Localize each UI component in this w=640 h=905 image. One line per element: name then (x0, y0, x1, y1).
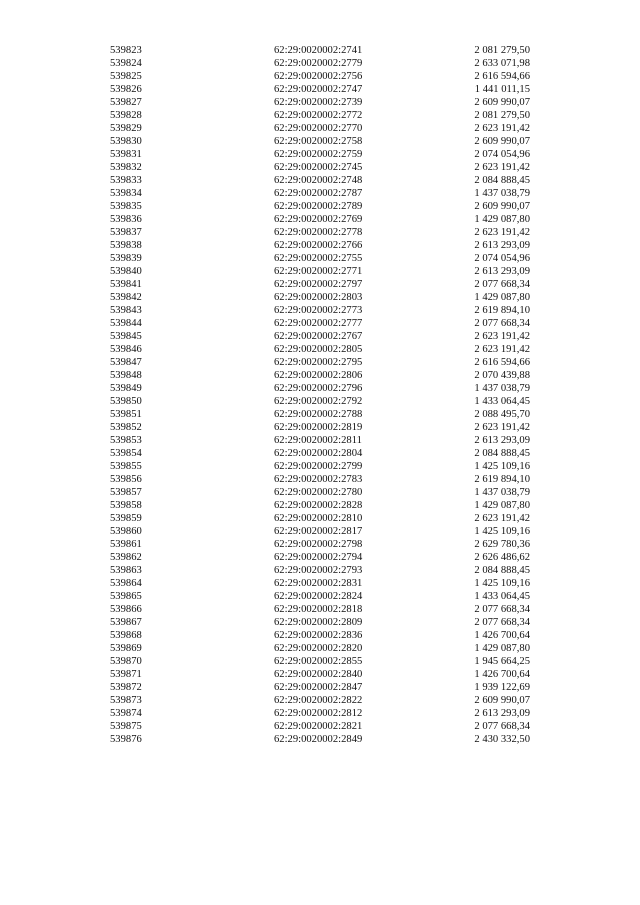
row-id-cell: 539872 (110, 682, 142, 693)
cadastral-number-cell: 62:29:0020002:2778 (274, 227, 363, 238)
cadastral-number-cell: 62:29:0020002:2772 (274, 110, 363, 121)
table-row (110, 109, 530, 122)
cadastral-number-cell: 62:29:0020002:2766 (274, 240, 363, 251)
table-row (110, 642, 530, 655)
cadastral-value-cell: 2 633 071,98 (474, 58, 530, 69)
cadastral-number-cell: 62:29:0020002:2818 (274, 604, 363, 615)
table-row (110, 278, 530, 291)
cadastral-value-table (110, 44, 530, 746)
row-id-cell: 539832 (110, 162, 142, 173)
cadastral-number-cell: 62:29:0020002:2788 (274, 409, 363, 420)
row-id-cell: 539825 (110, 71, 142, 82)
cadastral-number-cell: 62:29:0020002:2795 (274, 357, 363, 368)
cadastral-number-cell: 62:29:0020002:2831 (274, 578, 363, 589)
row-id-cell: 539858 (110, 500, 142, 511)
cadastral-value-cell: 1 429 087,80 (474, 292, 530, 303)
table-row (110, 629, 530, 642)
cadastral-value-cell: 1 939 122,69 (474, 682, 530, 693)
cadastral-number-cell: 62:29:0020002:2803 (274, 292, 363, 303)
table-row (110, 369, 530, 382)
cadastral-value-cell: 1 429 087,80 (474, 214, 530, 225)
row-id-cell: 539859 (110, 513, 142, 524)
cadastral-number-cell: 62:29:0020002:2789 (274, 201, 363, 212)
cadastral-number-cell: 62:29:0020002:2828 (274, 500, 363, 511)
cadastral-number-cell: 62:29:0020002:2759 (274, 149, 363, 160)
cadastral-number-cell: 62:29:0020002:2809 (274, 617, 363, 628)
row-id-cell: 539871 (110, 669, 142, 680)
cadastral-value-cell: 2 084 888,45 (474, 175, 530, 186)
row-id-cell: 539826 (110, 84, 142, 95)
table-row (110, 499, 530, 512)
cadastral-value-cell: 2 081 279,50 (474, 45, 530, 56)
row-id-cell: 539857 (110, 487, 142, 498)
table-row (110, 577, 530, 590)
table-row (110, 421, 530, 434)
cadastral-value-cell: 2 077 668,34 (474, 721, 530, 732)
row-id-cell: 539841 (110, 279, 142, 290)
cadastral-number-cell: 62:29:0020002:2798 (274, 539, 363, 550)
row-id-cell: 539869 (110, 643, 142, 654)
cadastral-number-cell: 62:29:0020002:2747 (274, 84, 363, 95)
cadastral-value-cell: 2 623 191,42 (474, 344, 530, 355)
table-row (110, 733, 530, 746)
cadastral-number-cell: 62:29:0020002:2824 (274, 591, 363, 602)
table-row (110, 213, 530, 226)
cadastral-number-cell: 62:29:0020002:2792 (274, 396, 363, 407)
table-row (110, 122, 530, 135)
table-row (110, 473, 530, 486)
row-id-cell: 539833 (110, 175, 142, 186)
cadastral-number-cell: 62:29:0020002:2758 (274, 136, 363, 147)
table-row (110, 83, 530, 96)
cadastral-value-cell: 2 623 191,42 (474, 331, 530, 342)
cadastral-number-cell: 62:29:0020002:2805 (274, 344, 363, 355)
cadastral-value-cell: 2 084 888,45 (474, 448, 530, 459)
row-id-cell: 539845 (110, 331, 142, 342)
row-id-cell: 539846 (110, 344, 142, 355)
cadastral-number-cell: 62:29:0020002:2806 (274, 370, 363, 381)
row-id-cell: 539852 (110, 422, 142, 433)
row-id-cell: 539866 (110, 604, 142, 615)
row-id-cell: 539840 (110, 266, 142, 277)
row-id-cell: 539855 (110, 461, 142, 472)
row-id-cell: 539854 (110, 448, 142, 459)
row-id-cell: 539847 (110, 357, 142, 368)
row-id-cell: 539875 (110, 721, 142, 732)
cadastral-number-cell: 62:29:0020002:2810 (274, 513, 363, 524)
cadastral-number-cell: 62:29:0020002:2748 (274, 175, 363, 186)
row-id-cell: 539870 (110, 656, 142, 667)
table-row (110, 395, 530, 408)
table-row (110, 564, 530, 577)
table-row (110, 707, 530, 720)
cadastral-value-cell: 2 077 668,34 (474, 318, 530, 329)
table-row (110, 239, 530, 252)
cadastral-number-cell: 62:29:0020002:2804 (274, 448, 363, 459)
row-id-cell: 539874 (110, 708, 142, 719)
table-row (110, 135, 530, 148)
cadastral-value-cell: 2 609 990,07 (474, 136, 530, 147)
table-row (110, 161, 530, 174)
row-id-cell: 539849 (110, 383, 142, 394)
table-row (110, 447, 530, 460)
cadastral-number-cell: 62:29:0020002:2769 (274, 214, 363, 225)
row-id-cell: 539838 (110, 240, 142, 251)
cadastral-number-cell: 62:29:0020002:2817 (274, 526, 363, 537)
cadastral-value-cell: 2 619 894,10 (474, 305, 530, 316)
table-row (110, 460, 530, 473)
row-id-cell: 539848 (110, 370, 142, 381)
cadastral-value-cell: 2 074 054,96 (474, 253, 530, 264)
cadastral-value-cell: 2 619 894,10 (474, 474, 530, 485)
cadastral-value-cell: 2 084 888,45 (474, 565, 530, 576)
cadastral-value-cell: 2 609 990,07 (474, 695, 530, 706)
cadastral-number-cell: 62:29:0020002:2820 (274, 643, 363, 654)
cadastral-value-cell: 2 077 668,34 (474, 604, 530, 615)
cadastral-number-cell: 62:29:0020002:2812 (274, 708, 363, 719)
table-row (110, 551, 530, 564)
cadastral-value-cell: 2 077 668,34 (474, 617, 530, 628)
cadastral-number-cell: 62:29:0020002:2767 (274, 331, 363, 342)
cadastral-value-cell: 2 616 594,66 (474, 357, 530, 368)
row-id-cell: 539828 (110, 110, 142, 121)
row-id-cell: 539876 (110, 734, 142, 745)
cadastral-number-cell: 62:29:0020002:2819 (274, 422, 363, 433)
table-row (110, 265, 530, 278)
row-id-cell: 539831 (110, 149, 142, 160)
row-id-cell: 539851 (110, 409, 142, 420)
cadastral-value-cell: 2 088 495,70 (474, 409, 530, 420)
cadastral-number-cell: 62:29:0020002:2836 (274, 630, 363, 641)
table-row (110, 252, 530, 265)
cadastral-value-cell: 2 613 293,09 (474, 708, 530, 719)
cadastral-value-cell: 2 430 332,50 (474, 734, 530, 745)
cadastral-value-cell: 1 426 700,64 (474, 630, 530, 641)
table-row (110, 603, 530, 616)
table-row (110, 590, 530, 603)
table-row (110, 681, 530, 694)
cadastral-value-cell: 1 441 011,15 (474, 84, 530, 95)
cadastral-value-cell: 2 613 293,09 (474, 435, 530, 446)
cadastral-value-cell: 2 609 990,07 (474, 97, 530, 108)
cadastral-number-cell: 62:29:0020002:2741 (274, 45, 363, 56)
row-id-cell: 539844 (110, 318, 142, 329)
cadastral-value-cell: 1 426 700,64 (474, 669, 530, 680)
cadastral-number-cell: 62:29:0020002:2745 (274, 162, 363, 173)
cadastral-number-cell: 62:29:0020002:2739 (274, 97, 363, 108)
table-row (110, 512, 530, 525)
cadastral-value-cell: 2 626 486,62 (474, 552, 530, 563)
cadastral-value-cell: 2 623 191,42 (474, 513, 530, 524)
row-id-cell: 539861 (110, 539, 142, 550)
row-id-cell: 539836 (110, 214, 142, 225)
cadastral-number-cell: 62:29:0020002:2780 (274, 487, 363, 498)
cadastral-value-cell: 2 613 293,09 (474, 266, 530, 277)
cadastral-number-cell: 62:29:0020002:2783 (274, 474, 363, 485)
table-row (110, 304, 530, 317)
table-row (110, 720, 530, 733)
row-id-cell: 539862 (110, 552, 142, 563)
cadastral-number-cell: 62:29:0020002:2822 (274, 695, 363, 706)
cadastral-value-cell: 2 609 990,07 (474, 201, 530, 212)
cadastral-value-cell: 2 623 191,42 (474, 422, 530, 433)
cadastral-number-cell: 62:29:0020002:2777 (274, 318, 363, 329)
table-row (110, 200, 530, 213)
cadastral-value-cell: 1 425 109,16 (474, 526, 530, 537)
table-row (110, 187, 530, 200)
cadastral-number-cell: 62:29:0020002:2756 (274, 71, 363, 82)
cadastral-number-cell: 62:29:0020002:2840 (274, 669, 363, 680)
table-row (110, 343, 530, 356)
table-row (110, 655, 530, 668)
cadastral-number-cell: 62:29:0020002:2855 (274, 656, 363, 667)
table-row (110, 57, 530, 70)
table-row (110, 174, 530, 187)
table-row (110, 44, 530, 57)
cadastral-number-cell: 62:29:0020002:2771 (274, 266, 363, 277)
table-row (110, 486, 530, 499)
cadastral-number-cell: 62:29:0020002:2797 (274, 279, 363, 290)
cadastral-number-cell: 62:29:0020002:2755 (274, 253, 363, 264)
table-row (110, 148, 530, 161)
row-id-cell: 539834 (110, 188, 142, 199)
cadastral-value-cell: 1 945 664,25 (474, 656, 530, 667)
cadastral-number-cell: 62:29:0020002:2821 (274, 721, 363, 732)
table-row (110, 226, 530, 239)
cadastral-value-cell: 2 613 293,09 (474, 240, 530, 251)
cadastral-number-cell: 62:29:0020002:2787 (274, 188, 363, 199)
row-id-cell: 539835 (110, 201, 142, 212)
cadastral-number-cell: 62:29:0020002:2793 (274, 565, 363, 576)
row-id-cell: 539827 (110, 97, 142, 108)
table-body (110, 44, 530, 746)
row-id-cell: 539824 (110, 58, 142, 69)
table-row (110, 317, 530, 330)
cadastral-number-cell: 62:29:0020002:2811 (274, 435, 362, 446)
table-row (110, 291, 530, 304)
row-id-cell: 539843 (110, 305, 142, 316)
row-id-cell: 539867 (110, 617, 142, 628)
table-row (110, 616, 530, 629)
cadastral-value-cell: 2 074 054,96 (474, 149, 530, 160)
row-id-cell: 539853 (110, 435, 142, 446)
table-row (110, 70, 530, 83)
cadastral-value-cell: 2 629 780,36 (474, 539, 530, 550)
cadastral-value-cell: 1 433 064,45 (474, 591, 530, 602)
cadastral-value-cell: 2 077 668,34 (474, 279, 530, 290)
cadastral-value-cell: 2 616 594,66 (474, 71, 530, 82)
cadastral-value-cell: 2 081 279,50 (474, 110, 530, 121)
table-row (110, 668, 530, 681)
cadastral-number-cell: 62:29:0020002:2773 (274, 305, 363, 316)
cadastral-number-cell: 62:29:0020002:2779 (274, 58, 363, 69)
cadastral-value-cell: 2 070 439,88 (474, 370, 530, 381)
row-id-cell: 539837 (110, 227, 142, 238)
row-id-cell: 539856 (110, 474, 142, 485)
cadastral-value-cell: 1 437 038,79 (474, 383, 530, 394)
row-id-cell: 539864 (110, 578, 142, 589)
cadastral-value-cell: 1 437 038,79 (474, 487, 530, 498)
row-id-cell: 539873 (110, 695, 142, 706)
cadastral-value-cell: 2 623 191,42 (474, 162, 530, 173)
table-row (110, 434, 530, 447)
cadastral-number-cell: 62:29:0020002:2799 (274, 461, 363, 472)
table-row (110, 538, 530, 551)
cadastral-value-cell: 1 437 038,79 (474, 188, 530, 199)
row-id-cell: 539860 (110, 526, 142, 537)
row-id-cell: 539823 (110, 45, 142, 56)
cadastral-number-cell: 62:29:0020002:2796 (274, 383, 363, 394)
row-id-cell: 539830 (110, 136, 142, 147)
cadastral-number-cell: 62:29:0020002:2847 (274, 682, 363, 693)
cadastral-number-cell: 62:29:0020002:2770 (274, 123, 363, 134)
row-id-cell: 539829 (110, 123, 142, 134)
cadastral-value-cell: 2 623 191,42 (474, 123, 530, 134)
table-row (110, 525, 530, 538)
cadastral-value-cell: 1 425 109,16 (474, 578, 530, 589)
cadastral-value-cell: 1 429 087,80 (474, 643, 530, 654)
cadastral-number-cell: 62:29:0020002:2794 (274, 552, 363, 563)
row-id-cell: 539865 (110, 591, 142, 602)
row-id-cell: 539839 (110, 253, 142, 264)
row-id-cell: 539842 (110, 292, 142, 303)
table-row (110, 330, 530, 343)
table-row (110, 382, 530, 395)
table-row (110, 356, 530, 369)
table-row (110, 96, 530, 109)
cadastral-number-cell: 62:29:0020002:2849 (274, 734, 363, 745)
row-id-cell: 539850 (110, 396, 142, 407)
table-row (110, 408, 530, 421)
table-row (110, 694, 530, 707)
row-id-cell: 539863 (110, 565, 142, 576)
cadastral-value-cell: 1 425 109,16 (474, 461, 530, 472)
cadastral-value-cell: 2 623 191,42 (474, 227, 530, 238)
cadastral-value-cell: 1 429 087,80 (474, 500, 530, 511)
cadastral-value-cell: 1 433 064,45 (474, 396, 530, 407)
row-id-cell: 539868 (110, 630, 142, 641)
